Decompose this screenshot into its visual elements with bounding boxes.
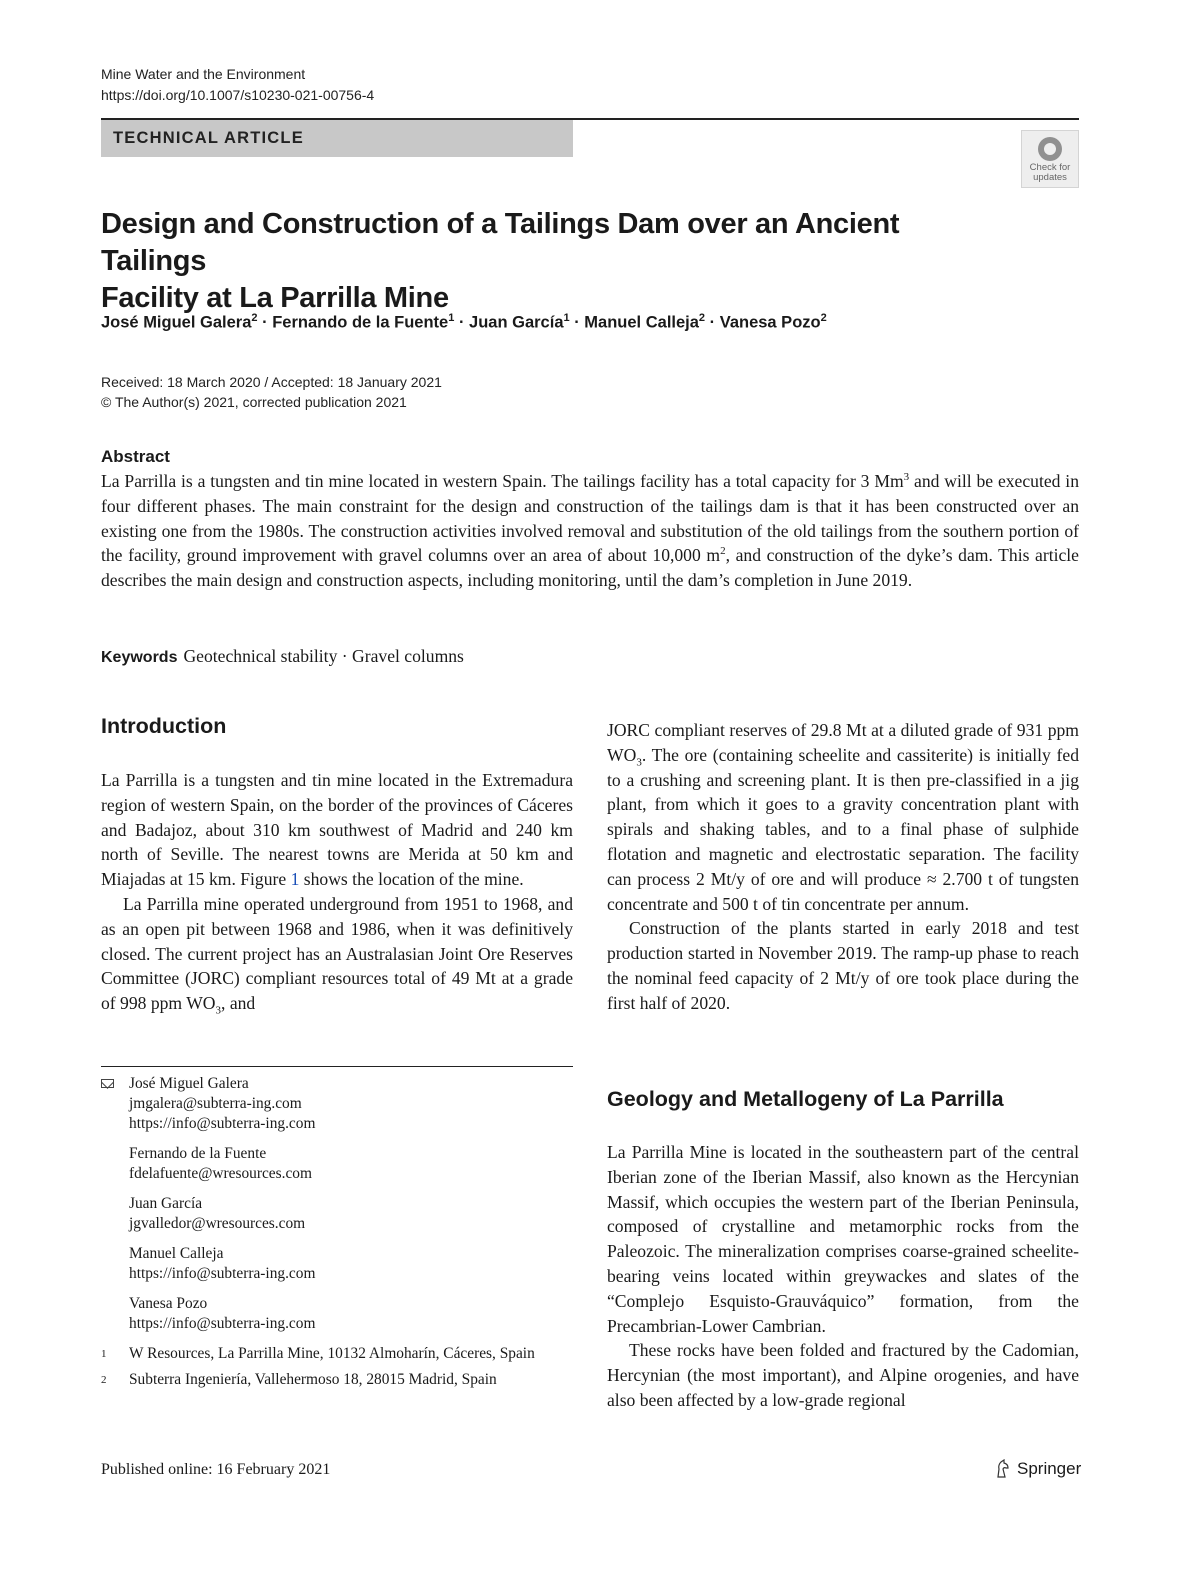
article-type-bar [101, 120, 573, 157]
publisher-name: Springer [1017, 1459, 1082, 1478]
correspondence-name: José Miguel Galera [129, 1075, 249, 1092]
author-affiliation-mark: 2 [820, 312, 827, 324]
correspondence-contact[interactable]: https://info@subterra-ing.com [129, 1265, 316, 1282]
correspondence-entry [129, 1074, 573, 1134]
author-affiliation-mark: 2 [698, 312, 706, 324]
correspondence-contact[interactable]: jmgalera@subterra-ing.com [129, 1095, 302, 1112]
paragraph: La Parrilla Mine is located in the southeastern part of the central Iberian zone of the Iberian Massif, also known as the Hercynian Massif, which occupies the western part of the Iberian Peninsula, composed of crystalline and metamorphic rocks from the Paleozoic. The mineralization comprises coarse-grained scheelite-bearing veins located within greywackes and slates of the “Complejo Esquisto-Grauváquico” formation, from the Precambrian-Lower Cambrian. [607, 1142, 1079, 1336]
author-name[interactable]: Vanesa Pozo [719, 313, 821, 332]
envelope-icon [101, 1079, 114, 1088]
author-affiliation-mark: 1 [448, 312, 455, 324]
author-separator: · [454, 313, 470, 332]
correspondence-name: Manuel Calleja [129, 1245, 224, 1262]
journal-name: Mine Water and the Environment [101, 66, 306, 82]
correspondence-name: Juan García [129, 1195, 203, 1212]
paragraph: These rocks have been folded and fractured by the Cadomian, Hercynian (the most important), and Alpine orogenies, and have also been affected by a low-grade regional [607, 1340, 1079, 1410]
author-name[interactable]: Juan García [469, 313, 564, 332]
keywords-text: Geotechnical stability · Gravel columns [183, 646, 464, 666]
affiliation-text: W Resources, La Parrilla Mine, 10132 Almoharín, Cáceres, Spain [129, 1345, 535, 1362]
update-check-icon [1038, 137, 1062, 161]
footnote-rule [101, 1066, 573, 1067]
article-dates [101, 372, 442, 412]
author-affiliation-mark: 1 [563, 312, 570, 324]
journal-header [101, 64, 374, 106]
correspondence-entry [129, 1194, 573, 1234]
author-separator: · [257, 313, 273, 332]
correspondence-contact[interactable]: fdelafuente@wresources.com [129, 1165, 312, 1182]
article-type: TECHNICAL ARTICLE [113, 129, 304, 147]
correspondence-name: Vanesa Pozo [129, 1295, 208, 1312]
paragraph: Construction of the plants started in early 2018 and test production started in November 2019. The ramp-up phase to reach the nominal feed capacity of 2 Mt/y of ore took place during the first half of 2020. [607, 918, 1079, 1013]
abstract-heading: Abstract [101, 447, 170, 466]
affiliation-text: Subterra Ingeniería, Vallehermoso 18, 28015 Madrid, Spain [129, 1371, 497, 1388]
affiliation-number: 2 [101, 1374, 107, 1386]
geology-body [607, 1140, 1079, 1413]
abstract-text: La Parrilla is a tungsten and tin mine located in western Spain. The tailings facility has a total capacity for 3 Mm$^3$ and will be executed in four different phases. The main constraint for the design and construction of the tailings dam is that it has been constructed over an existing one from the 1980s. The construction activities involved removal and substitution of the old tailings from the southern portion of the facility, ground improvement with gravel columns over an area of about 10,000 $m^2$, and construction of the dyke’s dam. This article describes the main design and construction aspects, including monitoring, until the dam’s completion in June 2019. [101, 471, 1079, 591]
affiliation [101, 1370, 573, 1390]
section-heading-introduction: Introduction [101, 714, 227, 738]
author-separator: · [569, 313, 585, 332]
paragraph: JORC compliant reserves of 29.8 Mt at a diluted grade of 931 ppm $WO_3$. The ore (containing scheelite and cassiterite) is initially fed to a crushing and screening plant. It is then pre-classified in a jig plant, from which it goes to a gravity concentration plant with spirals and shaking tables, and to a final phase of sulphide flotation and magnetic and electrostatic separation. The facility can process 2 Mt/y of ore and will produce ≈ 2.700 t of tungsten concentrate and 500 t of tin concentrate per annum. [607, 720, 1079, 914]
article-title: Design and Construction of a Tailings Dam over an Ancient Tailings Facility at La Parrilla Mine [101, 208, 900, 314]
journal-doi[interactable]: https://doi.org/10.1007/s10230-021-00756-4 [101, 87, 375, 103]
author-name[interactable]: Manuel Calleja [584, 313, 699, 332]
right-column-body [607, 718, 1079, 1016]
correspondence-contact[interactable]: https://info@subterra-ing.com [129, 1115, 316, 1132]
correspondence-entry [129, 1294, 573, 1334]
correspondence-entry [129, 1244, 573, 1284]
correspondence-contact[interactable]: jgvalledor@wresources.com [129, 1215, 306, 1232]
publisher-logo[interactable] [995, 1459, 1081, 1479]
badge-text: Check for updates [1029, 162, 1071, 183]
correspondence-contact[interactable]: https://info@subterra-ing.com [129, 1315, 316, 1332]
author-affiliation-mark: 2 [251, 312, 258, 324]
author-list [101, 312, 827, 333]
author-name[interactable]: José Miguel Galera [101, 313, 252, 332]
copyright: © The Author(s) 2021, corrected publication 2021 [101, 394, 407, 410]
paragraph: La Parrilla is a tungsten and tin mine located in the Extremadura region of western Spain, on the border of the provinces of Cáceres and Badajoz, about 310 km southwest of Madrid and 240 km north of Seville. The nearest towns are Merida at 50 km and Miajadas at 15 km. Figure 1 shows the location of the mine. [101, 770, 573, 890]
section-heading-geology: Geology and Metallogeny of La Parrilla [607, 1087, 1004, 1111]
correspondence-entry [129, 1144, 573, 1184]
published-online: Published online: 16 February 2021 [101, 1461, 331, 1478]
author-separator: · [705, 313, 720, 332]
paragraph: La Parrilla mine operated underground from 1951 to 1968, and as an open pit between 1968 and 1986, when it was definitively closed. The current project has an Australasian Joint Ore Reserves Committee (JORC) compliant resources total of 49 Mt at a grade of 998 ppm $WO_3$, and [101, 893, 573, 1017]
introduction-body [101, 768, 573, 1016]
check-for-updates-badge[interactable] [1021, 130, 1079, 188]
springer-horse-icon [995, 1459, 1011, 1479]
author-name[interactable]: Fernando de la Fuente [272, 313, 449, 332]
figure-link[interactable]: 1 [290, 869, 300, 890]
keywords-label: Keywords [101, 649, 178, 666]
keywords [101, 646, 464, 667]
affiliation [101, 1344, 573, 1364]
received-accepted: Received: 18 March 2020 / Accepted: 18 January 2021 [101, 374, 442, 390]
correspondence-name: Fernando de la Fuente [129, 1145, 267, 1162]
affiliation-number: 1 [101, 1348, 107, 1360]
footnotes [101, 1074, 573, 1390]
